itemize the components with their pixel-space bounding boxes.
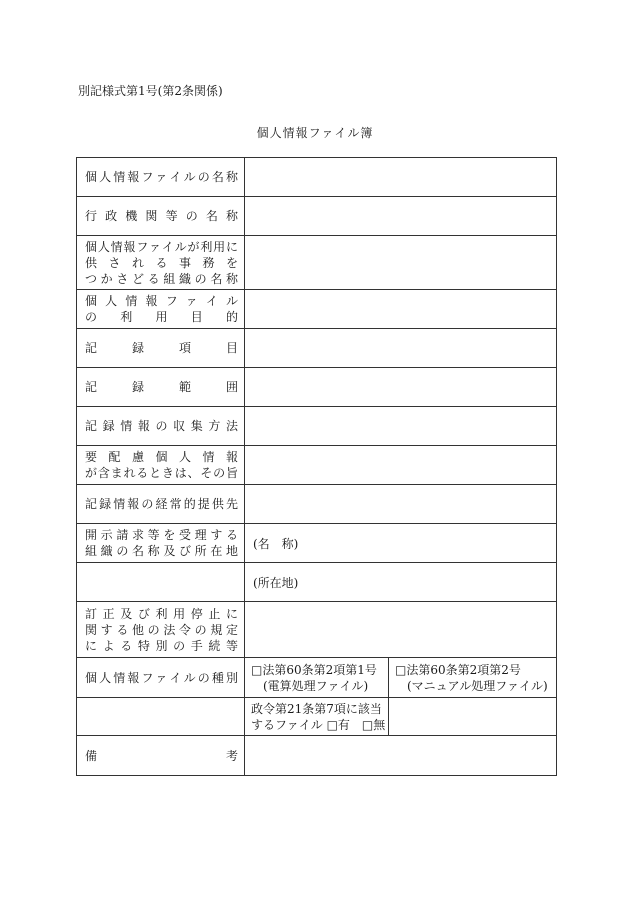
row-file-name bbox=[77, 158, 557, 197]
row-file-type bbox=[77, 658, 557, 698]
label-remarks: 備 考 bbox=[77, 736, 245, 776]
value-collection-method[interactable] bbox=[245, 407, 557, 446]
value-purpose[interactable] bbox=[245, 290, 557, 329]
label-correction-procedure: 訂正及び利用停止に 関する他の法令の規定 による特別の手続等 bbox=[77, 602, 245, 658]
row-remarks bbox=[77, 736, 557, 776]
value-correction-procedure[interactable] bbox=[245, 602, 557, 658]
value-remarks[interactable] bbox=[245, 736, 557, 776]
value-cabinet-order-extra[interactable] bbox=[389, 698, 557, 736]
row-collection-method bbox=[77, 407, 557, 446]
value-disclosure-address[interactable]: (所在地) bbox=[245, 563, 557, 602]
row-recipients bbox=[77, 485, 557, 524]
label-purpose: 個人情報ファイル の利用目的 bbox=[77, 290, 245, 329]
label-disclosure-org: 開示請求等を受理する 組織の名称及び所在地 bbox=[77, 524, 245, 563]
row-record-items bbox=[77, 329, 557, 368]
label-organization: 個人情報ファイルが利用に 供される事務を つかさどる組織の名称 bbox=[77, 236, 245, 290]
label-record-items: 記録項目 bbox=[77, 329, 245, 368]
document-title: 個人情報ファイル簿 bbox=[256, 126, 374, 140]
value-organization[interactable] bbox=[245, 236, 557, 290]
label-file-type: 個人情報ファイルの種別 bbox=[77, 658, 245, 698]
option-manual-file[interactable]: □法第60条第2項第2号 (マニュアル処理ファイル) bbox=[389, 658, 557, 698]
row-cabinet-order bbox=[77, 698, 557, 736]
row-disclosure-org bbox=[77, 524, 557, 563]
label-recipients: 記録情報の経常的提供先 bbox=[77, 485, 245, 524]
cabinet-order-applicability[interactable]: 政令第21条第7項に該当 するファイル □有 □無 bbox=[245, 698, 389, 736]
value-disclosure-name[interactable]: (名 称) bbox=[245, 524, 557, 563]
value-file-name[interactable] bbox=[245, 158, 557, 197]
row-organization bbox=[77, 236, 557, 290]
row-sensitive-info bbox=[77, 446, 557, 485]
value-agency-name[interactable] bbox=[245, 197, 557, 236]
value-sensitive-info[interactable] bbox=[245, 446, 557, 485]
label-agency-name: 行政機関等の名称 bbox=[77, 197, 245, 236]
value-record-items[interactable] bbox=[245, 329, 557, 368]
value-recipients[interactable] bbox=[245, 485, 557, 524]
row-agency-name bbox=[77, 197, 557, 236]
label-sensitive-info: 要配慮個人情報 が含まれるときは、その旨 bbox=[77, 446, 245, 485]
form-number-note: 別記様式第1号(第2条関係) bbox=[78, 84, 223, 98]
label-disclosure-address-empty bbox=[77, 563, 245, 602]
personal-info-file-register-table bbox=[76, 157, 557, 776]
option-computer-file[interactable]: □法第60条第2項第1号 (電算処理ファイル) bbox=[245, 658, 389, 698]
row-correction-procedure bbox=[77, 602, 557, 658]
label-record-scope: 記録範囲 bbox=[77, 368, 245, 407]
label-cabinet-order-empty bbox=[77, 698, 245, 736]
value-record-scope[interactable] bbox=[245, 368, 557, 407]
row-record-scope bbox=[77, 368, 557, 407]
label-file-name: 個人情報ファイルの名称 bbox=[77, 158, 245, 197]
label-collection-method: 記録情報の収集方法 bbox=[77, 407, 245, 446]
row-purpose bbox=[77, 290, 557, 329]
row-disclosure-address bbox=[77, 563, 557, 602]
